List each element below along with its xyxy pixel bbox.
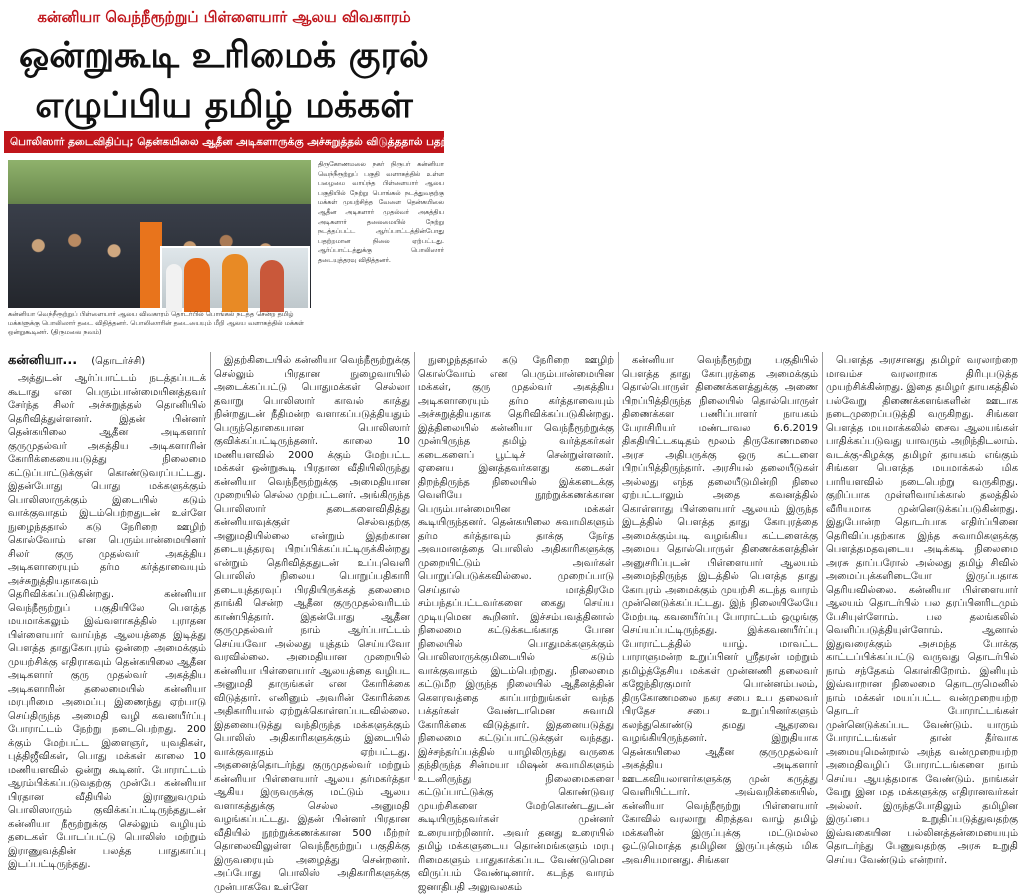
headline-line-1: ஒன்றுகூடி உரிமைக் குரல் (19, 34, 429, 76)
body-column-2 (214, 354, 410, 893)
intro-paragraph: திருகோணமலை நகர் நிருபர் கன்னியா வெந்நீரூற்றுப் பகுதி வளாகத்தில் உள்ள பழைமை வாய்ந்த பிள்ளையார் ஆலய பகுதியில் நேற்று பொங்கல் நடத்துவதற்கு மக்கள் முயற்சித்த வேளை தென்கயிலை ஆதீன அடிகளார் முதல்வர் அகத்திய அடிகளார் தலைமையில் நேற்று நடத்தப்பட்ட ஆர்ப்பாட்டத்தின்போது பதற்றமான நிலை ஏற்பட்டது. ஆர்ப்பாட்டத்துக்கு பொலிஸார் தடையுத்தரவு விதித்தனர். (318, 160, 444, 264)
column-text: பௌத்த அரசானது தமிழர் வரலாற்றை மாவம்ச வரலாறாக திரிபுபடுத்த முயற்சிக்கின்றது. இதை தமிழர் தாயகத்தில் பல்வேறு திணைக்களங்களின் ஊடாக நடைமுறைப்படுத்தி வருகிறது. சிங்கள பௌத்த மயமாக்கலில் சைவ ஆலயங்கள் பாதிக்கப்படுவது யாவரும் அறிந்திடலாம். வடக்கு-கிழக்கு தமிழர் தாயகம் எங்கும் சிங்கள பௌத்த மயமாக்கல் மிக பாரியளவில் நடைபெற்று வருகிறது. குறிப்பாக முள்ளிவாய்க்கால் தலத்தில் வீரியமாக முன்னெடுக்கப்படுகின்றது. இதுபோன்ற தொடர்பாக எதிர்ப்பினை தெரிவிப்பதற்காக இந்த சுவாமிகளுக்கு பௌத்தமதவுடைய அடிக்கடி நிலைமை அரசு தாப்பரோல் அல்லது தமிழ் சிவில் அமைப்புக்களிடையோ இருப்பதாக தெரியவில்லை. கன்னியா பிள்ளையார் ஆலயம் தொடர்பில் பல தரப்பினரிடமும் பேசியுள்ளோம். பல தலங்கலில் வெளிப்படுத்தியுள்ளோம். ஆனால் இதுவரைக்கும் அசமந்த போக்கு காட்டப்பிக்கப்பட்டு வருவது தொடர்பில் நாம் சந்தேகம் கொள்கிறோம். இனியும் இவ்வாறான நிலைமை தொடருமெனில் நாம் மக்கள் மயப்பட்ட வன்முறையற்ற தொடர் போராட்டங்கள் முன்னெடுக்கப்பட வேண்டும். யாரும் போராட்டங்கள் தான் தீர்வாக அமையுமென்றால் அந்த வன்முறையற்ற அமைதிவழிப் போராட்டங்களை நாம் செய்ய ஆயத்தமாக வேண்டும். நாங்கள் வேறு இன மத மக்களுக்கு எதிரானவர்கள் அல்லர். இருந்தபோதிலும் தமிழின இருப்பை உறுதிப்படுத்துவதற்கு இவ்வகையின பல்லினத்தன்மையையும் தொடர்ந்து பேணுவதற்கு அரசு உறுதி செய்ய வேண்டும் என்றார். (826, 355, 1018, 866)
headline (8, 30, 440, 130)
column-divider (618, 352, 619, 780)
headline-line-2: எழுப்பிய தமிழ் மக்கள் (35, 84, 413, 126)
column-divider (822, 352, 823, 780)
continued-tag: (தொடர்ச்சி) (91, 356, 146, 367)
monk-figure (140, 222, 162, 308)
inset-photo (160, 246, 310, 310)
column-divider (414, 352, 415, 780)
byline-row (8, 354, 206, 372)
body-column-1 (8, 353, 206, 870)
subhead-bar: பொலிஸார் தடைவிதிப்பு; தென்கயிலை ஆதீன அடிகளாருக்கு அச்சுறுத்தல் விடுத்ததால் பதற்றம் (4, 131, 444, 153)
column-divider (210, 352, 211, 780)
column-text: நுழைந்ததால் கடு நேரிறை ஊழிற் கொல்வோம் என பெரும்பான்மையின மக்கள், குரு முதல்வர் அகத்திய அடிகளாரையும் தர்ம கர்த்தாவையும் அச்சுறுத்தியதாக தெரிவிக்கப்படுகின்றது. இத்திலையில் கன்னியா வெந்நீரூற்றுக்கு முன்பிருந்த தமிழ் வர்த்தகர்கள் கடைகளைப் பூட்டிச் சென்றுள்ளனர். ஏனைய இனத்தவர்களது கடைகள் திறந்திருந்த நிலையில் இக்கடைக்கு வெளியே நூற்றுக்கணக்கான பெரும்பான்மையின மக்கள் கூடியிருந்தனர். தென்கயிலை சுவாமிகளும் தர்ம கர்த்தாவும் தாக்கு நேர்த அவமானத்தை பொலிஸ் அதிகாரிகளுக்கு முறையிட்டும் அவர்கள் பொறுப்பெடுக்கவில்லை. முறைப்பாடு செய்தால் மாத்திரமே சம்பந்தப்பட்டவர்களை கைது செய்ய முடியுமென கூறினர். இச்சம்பவத்தினால் நிலைமை கட்டுக்கடங்காத போன நிலையில் பொதுமக்களுக்கும் பொலிஸாருக்குமிடையில் கடும் வாக்குவாதம் இடம்பெற்றது. நிலைமை கட்டுமீற இருந்த நிலையில் ஆதீனத்தின் கௌரவத்தை காப்பாற்றுங்கள் வந்த பக்தர்கள் வேண்டாமென சுவாமி கோரிக்கை விடுத்தார். இதனையடுத்து நிலைமை கட்டுப்பாட்டுக்குள் வந்தது. இச்சந்தர்ப்பத்தில் யாழிலிருந்து வருகை தந்திருந்த சின்மயா மிஷன் சுவாமிகளும் உடனிருந்து நிலைமைகளை கட்டுப்பாட்டுக்கு கொண்டுவர முயற்சிகளை மேற்கொண்டதுடன் கூடியிருந்தவர்கள் முன்னர் உரையாற்றினார். அவர் தனது உரையில் தமிழ் மக்களுடைய தொன்மங்களும் மரபு ரிமைகளும் பாதுகாக்கப்பட வேண்டுமென விருப்பம் வேண்டினார். கடந்த வாரம் ஜனாதிபதி அலுவலகம் (418, 355, 614, 893)
column-text: கன்னியா வெந்நீரூற்று பகுதியில் பௌத்த தாது கோபுரத்தை அமைக்கும் தொல்பொருள் திணைக்களத்துக்கு அணை பிறப்பித்திருந்த நிலையில் தொல்பொருள் திணைக்கள பணிப்பாளர் நாயகம் பேராசிரியர் மண்டாவல 6.6.2019 திகதியிட்டகடிதம் மூலம் திருகோணமலை அரச அதிபருக்கு ஒரு கட்டளை பிறப்பித்திருந்தார். அரசியல் தலையீடுகள் அல்லது எந்த தலையீடுமின்றி நிலை ஏற்பட்டாலும் அதை கவனத்தில் கொள்ளாது பிள்ளையார் ஆலயம் இருந்த இடத்தில் பௌத்த தாது கோபுரத்தை அமைக்கும்படி வழங்கிய கட்டளைக்கு அமைய தொல்பொருள் திணைக்களத்தின் அனுசரிப்புடன் பிள்ளையார் ஆலயம் அமைந்திருந்த இடத்தில் பௌத்த தாது கோபுரம் அமைக்கும் முயற்சி கடந்த வாரம் முன்னெடுக்கப்பட்டது. இந் நிலையிலேயே மேற்படி கவனயீர்ப்பு போராட்டம் ஒழுங்கு செய்யப்பட்டிருந்தது. இக்கவனயீர்ப்பு போராட்டத்தில் யாழ். மாவட்ட பாராளுமன்ற உறுப்பினர் ஸ்ரீதரன் மற்றும் தமிழ்த்தேசிய மக்கள் முன்னணி தலைவர் கஜேந்திரகுமார் பொன்னம்பலம், திருகோணமலை நகர சபை உப தலைவர் பிரதேச சபை உறுப்பினர்களும் கலந்துகொண்டு தமது ஆதரவை வழங்கியிருந்தனர். இறுதியாக தென்கயிலை ஆதீன குருமுதல்வர் அகத்திய அடிகளார் ஊடகவியலாளர்களுக்கு முன் கருத்து வெளியிட்டார். அவ்வறிக்கையில், கன்னியா வெந்நீரூற்று பிள்ளையார் கோவில் வரலாறு கிறத்தவ வாழ் தமிழ் மக்களின் இருப்புக்கு மட்டுமல்ல ஒட்டுமொத்த தமிழின இருப்புக்கும் மிக அவசியமானது. சிங்கள (622, 355, 818, 866)
body-column-4 (622, 354, 818, 866)
article-kicker: கன்னியா வெந்நீரூற்றுப் பிள்ளையார் ஆலய விவகாரம் (37, 8, 411, 26)
inset-person (260, 260, 284, 312)
inset-person (166, 264, 182, 312)
body-column-3 (418, 354, 614, 893)
inset-person (184, 258, 210, 312)
column-text: அத்துடன் ஆர்ப்பாட்டம் நடத்தப்படக் கூடாது என பெரும்பான்மையினத்தவர் சேர்ந்த சிலர் அச்சுறுத்தல் தொனியில் தெரிவித்துள்ளனர். இதன் பின்னர் தென்கயிலை ஆதீன அடிகளார் குருமுதல்வர் அகத்திய அடிகளாரின் கோரிக்கையையடுத்து நிலைமை கட்டுப்பாட்டுக்குள் கொண்டுவரப்பட்டது. இதன்போது பொது மக்களுக்கும் பொலிஸாருக்கும் இடையில் கடும் வாக்குவாதம் இடம்பெற்றதுடன் உள்ளே நுழைந்ததால் கடு நேரிறை ஊழிற் கொல்வோம் என பெரும்பான்மையினர் சிலர் குரு முதல்வர் அகத்திய அடிகளாரையும் தர்ம கர்த்தாவையும் அச்சுறுத்தியதாகவும் தெரிவிக்கப்படுகின்றது. கன்னியா வெந்நீரூற்றுப் பகுதியிலே பௌத்த மயமாக்கலும் இவ்வளாகத்தில் புராதன பிள்ளையார் வாய்ந்த ஆலயத்தை இடித்து பௌத்த தாதுகோபுரம் ஒன்றை அமைக்கும் முயற்சிக்கு எதிராகவும் தென்கயிலை ஆதீன அடிகளார் குரு முதல்வர் அகத்திய அடிகளாரின் தலைமையில் கன்னியா மரபுரிமை அமைப்பு இணைந்து ஏற்பாடு செய்திருந்த அமைதி வழி கவனயீர்ப்பு போராட்டம் நேற்று நடைபெற்றது. 200 க்கும் மேற்பட்ட இளைஞர், யுவதிகள், புத்திஜீவிகள், பொது மக்கள் காலை 10 மணியளவில் ஒன்று கூடினர். போராட்டம் ஆரம்பிக்கப்படுவதற்கு முன்பே கன்னியா பிரதான வீதியில் இராணுவமும் பொலிஸாரும் குவிக்கப்பட்டிருந்ததுடன் கன்னியா நீரூற்றுக்கு செல்லும் வழியும் தடைகள் போடப்பட்டு பொலிஸ் மற்றும் இராணுவத்தின் பலத்த பாதுகாப்பு இடப்பட்டிருந்தது. (8, 373, 206, 870)
inset-person (222, 254, 248, 312)
column-text: இதற்கிடையில் கன்னியா வெந்நீரூற்றுக்கு செல்லும் பிரதான நுழைவாயில் அடைக்கப்பட்டு பொதுமக்கள் செல்லா தவாறு பொலிஸார் காவல் காத்து நின்றதுடன் நீதிமன்ற வளாகப்படுத்தியதும் பெருந்தொகையான பொலிஸார் குவிக்கப்பட்டிருந்தனர். காலை 10 மணியளவில் 2000 க்கும் மேற்பட்ட மக்கள் ஒன்றுகூடி பிரதான வீதியிலிருந்து கன்னியா வெந்நீரூற்றுக்கு அமைதியான முறையில் செல்ல முற்பட்டனர். அங்கிருந்த பொலிஸார் தடைகளைவிதித்து கன்னியாவுக்குள் செல்வதற்கு அனுமதியில்லை என்றும் இதற்கான தடையுத்தரவு பிறப்பிக்கப்பட்டிருக்கின்றது என்றும் தெரிவித்ததுடன் உப்புவெளி பொலிஸ் நிலைய பொறுப்பதிகாரி தடையுத்தரவுப் பிரதியிருக்கத் தலைமை தாங்கி சென்ற ஆதீன குருமுதல்வரிடம் காண்பித்தார். இதன்போது ஆதீன குருமுதல்வர் நாம் ஆர்ப்பாட்டம் செய்யவோ அல்லது யுத்தம் செய்யவோ வரவில்லை. அமைதியான முறையில் கன்னியா பிள்ளையார் ஆலயத்தை வழிபட அனுமதி தாருங்கள் என கோரிக்கை விடுத்தார். எனினும் அவரின் கோரிக்கை அதிகாரியால் ஏற்றுக்கொள்ளப்படவில்லை. இதனையடுத்து வந்திருந்த மக்களுக்கும் பொலிஸ் அதிகாரிகளுக்கும் இடையில் வாக்குவாதம் ஏற்பட்டது. அதனைத்தொடர்ந்து குருமுதல்வர் மற்றும் கன்னியா பிள்ளையார் ஆலய தர்மகர்த்தா ஆகிய இருவருக்கு மட்டும் ஆலய வளாகத்துக்கு செல்ல அனுமதி வழங்கப்பட்டது. இதன் பின்னர் பிரதான வீதியில் நூற்றுக்கணக்கான 500 மீற்றர் தொலைவிலுள்ள வெந்நீரூற்றுப் பகுதிக்கு இருவரையும் அழைத்து சென்றனர். அப்போது பொலிஸ் அதிகாரிகளுக்கு முன்பாகவே உள்ளே (214, 355, 410, 893)
body-column-5 (826, 354, 1018, 866)
photo-caption: கன்னியா வெந்நீரூற்றுப் பிள்ளையார் ஆலய விவகாரம் தொடர்பில் பொங்கல் நடத்த சென்ற தமிழ் மக்களுக்கு பொலிஸார் தடை விதித்தனர். பொலிஸாரின் தடையையும் மீறி ஆலய வளாகத்தில் மக்கள் ஒன்றுகூடினர். (திருமலை நவம்) (8, 310, 305, 336)
byline: கன்னியா... (8, 353, 78, 368)
